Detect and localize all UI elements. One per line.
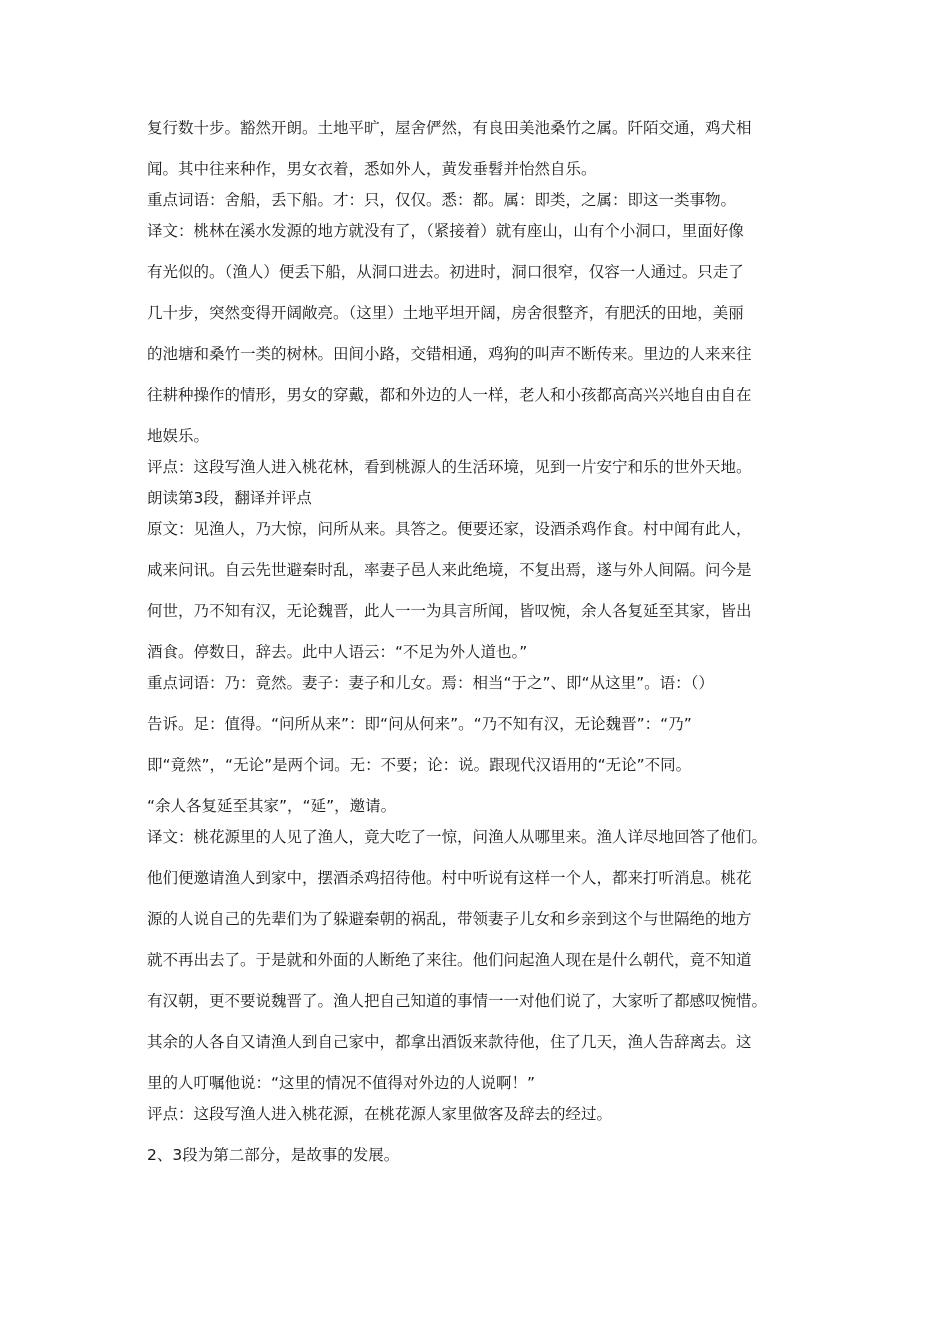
text-line: 译文：桃花源里的人见了渔人，竟大吃了一惊，问渔人从哪里来。渔人详尽地回答了他们。 (147, 828, 768, 846)
text-line: 重点词语：舍船，丢下船。才：只，仅仅。悉：都。属：即类，之属：即这一类事物。 (147, 191, 737, 209)
text-line: 几十步，突然变得开阔敞亮。（这里）土地平坦开阔，房舍很整齐，有肥沃的田地，美丽 (147, 304, 744, 322)
text-line: 重点词语：乃：竟然。妻子：妻子和儿女。焉：相当“于之”、即“从这里”。语：（） (147, 674, 714, 692)
document-page (147, 118, 817, 1165)
text-line: 地娱乐。 (147, 427, 210, 445)
section-heading: 朗读第3段，翻译并评点 (147, 489, 312, 507)
text-line: 2、3段为第二部分，是故事的发展。 (147, 1146, 400, 1164)
text-line: 他们便邀请渔人到家中，摆酒杀鸡招待他。村中听说有这样一个人，都来打听消息。桃花 (147, 869, 752, 887)
text-line: 咸来问讯。自云先世避秦时乱，率妻子邑人来此绝境，不复出焉，遂与外人间隔。问今是 (147, 561, 752, 579)
text-line: 何世，乃不知有汉，无论魏晋，此人一一为具言所闻，皆叹惋，余人各复延至其家，皆出 (147, 602, 752, 620)
text-line: 评点：这段写渔人进入桃花林，看到桃源人的生活环境，见到一片安宁和乐的世外天地。 (147, 458, 752, 476)
text-line: 闻。其中往来种作，男女衣着，悉如外人，黄发垂髫并怡然自乐。 (147, 160, 597, 178)
text-line: 告诉。足：值得。“问所从来”：即“问从何来”。“乃不知有汉，无论魏晋”：“乃” (147, 715, 692, 733)
text-line: 评点：这段写渔人进入桃花源，在桃花源人家里做客及辞去的经过。 (147, 1105, 613, 1123)
text-line: 原文：见渔人，乃大惊，问所从来。具答之。便要还家，设酒杀鸡作食。村中闻有此人， (147, 520, 752, 538)
text-line: 就不再出去了。于是就和外面的人断绝了来往。他们问起渔人现在是什么朝代，竟不知道 (147, 951, 752, 969)
text-line: 即“竟然”，“无论”是两个词。无：不要；论：说。跟现代汉语用的“无论”不同。 (147, 756, 692, 774)
text-line: 源的人说自己的先辈们为了躲避秦朝的祸乱，带领妻子儿女和乡亲到这个与世隔绝的地方 (147, 910, 752, 928)
text-line: 其余的人各自又请渔人到自己家中，都拿出酒饭来款待他，住了几天，渔人告辞离去。这 (147, 1033, 752, 1051)
text-line: 译文：桃林在溪水发源的地方就没有了，（紧接着）就有座山，山有个小洞口，里面好像 (147, 222, 744, 240)
text-line: 有光似的。（渔人）便丢下船，从洞口进去。初进时，洞口很窄，仅容一人通过。只走了 (147, 263, 744, 281)
text-line: 往耕种操作的情形，男女的穿戴，都和外边的人一样，老人和小孩都高高兴兴地自由自在 (147, 386, 752, 404)
text-line: 复行数十步。豁然开朗。土地平旷，屋舍俨然，有良田美池桑竹之属。阡陌交通，鸡犬相 (147, 119, 752, 137)
text-line: 有汉朝，更不要说魏晋了。渔人把自己知道的事情一一对他们说了，大家听了都感叹惋惜。 (147, 992, 768, 1010)
text-line: 里的人叮嘱他说：“这里的情况不值得对外边的人说啊！” (147, 1074, 536, 1092)
text-line: 酒食。停数日，辞去。此中人语云：“不足为外人道也。” (147, 643, 528, 661)
text-line: “余人各复延至其家”，“延”，邀请。 (147, 797, 397, 815)
text-line: 的池塘和桑竹一类的树林。田间小路，交错相通，鸡狗的叫声不断传来。里边的人来来往 (147, 345, 752, 363)
